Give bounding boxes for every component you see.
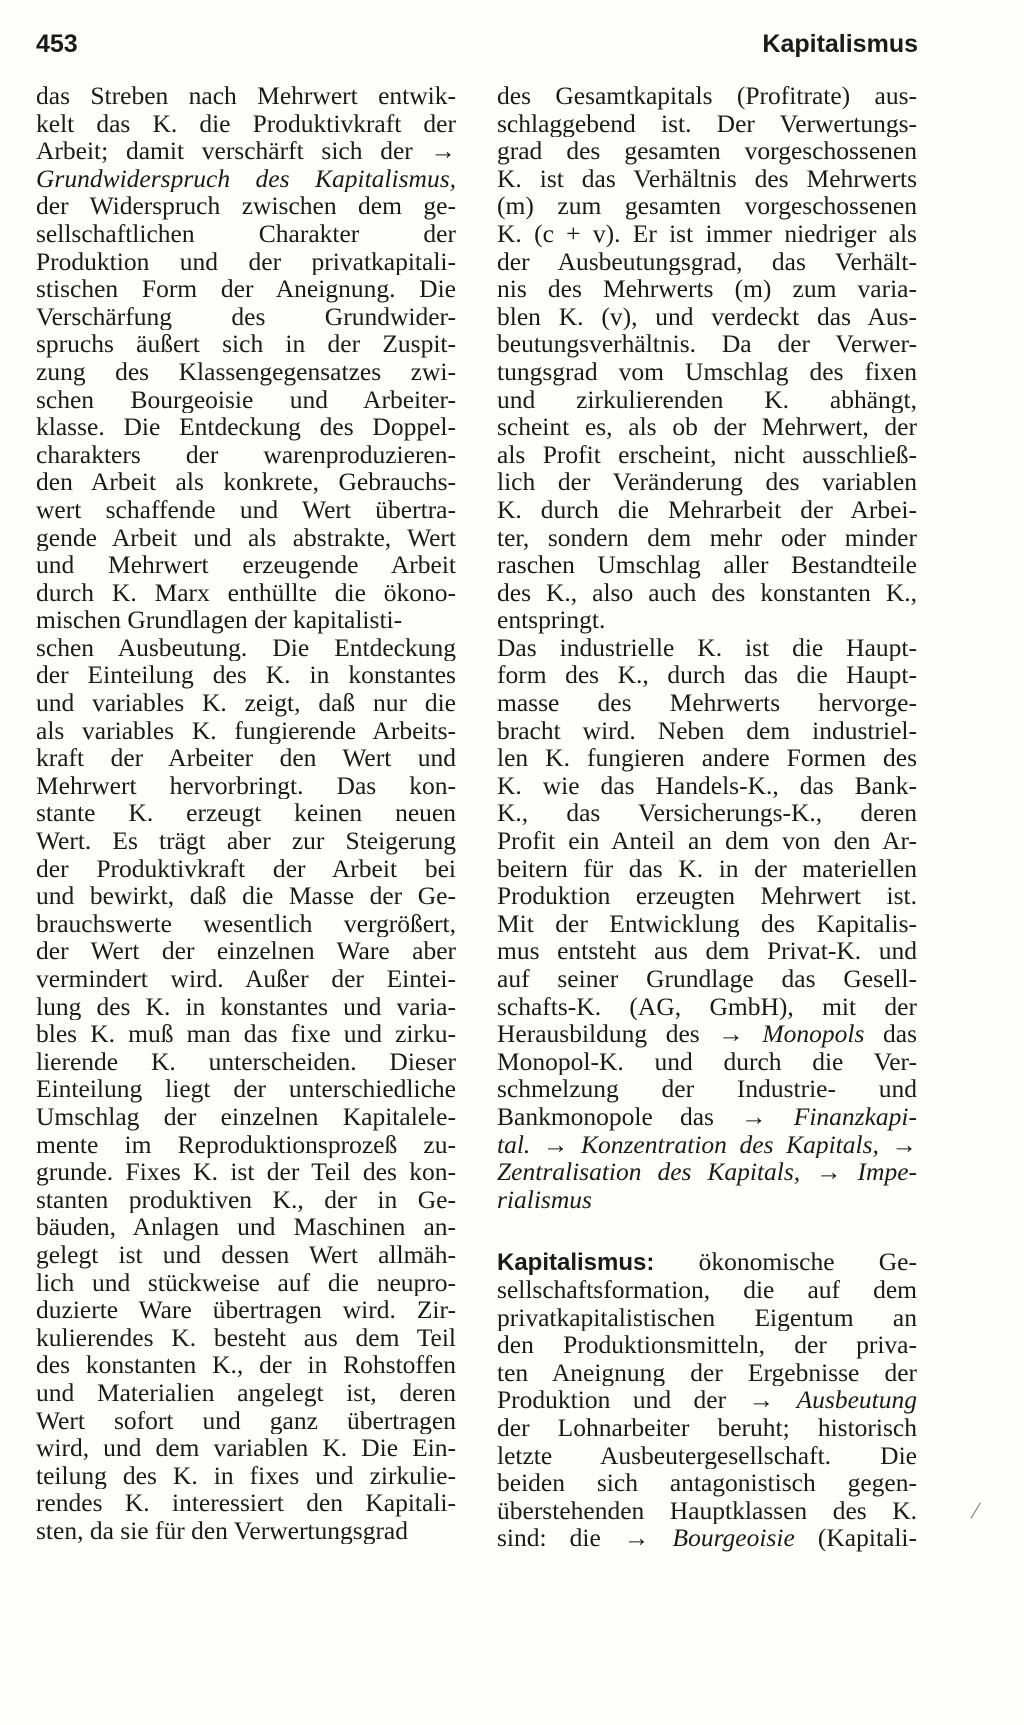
text-segment: spruchs äußert sich in der Zuspit-	[36, 330, 456, 358]
text-segment: der Ausbeutungsgrad, das Verhält-	[497, 247, 917, 276]
text-line	[36, 496, 456, 524]
text-segment: Wert sofort und ganz übertragen	[36, 1406, 456, 1435]
text-segment: schafts-K. (AG, GmbH), mit der	[497, 992, 917, 1021]
text-line	[36, 1103, 456, 1131]
text-line	[36, 1407, 456, 1435]
text-segment: lich und stückweise auf die neupro-	[36, 1268, 456, 1297]
text-line	[36, 993, 456, 1021]
text-line	[36, 689, 456, 717]
text-segment: auf seiner Grundlage das Gesell-	[497, 965, 917, 993]
text-line	[497, 1359, 917, 1387]
text-segment: Grundwiderspruch des Kapitalismus,	[36, 164, 456, 193]
text-segment: schen Ausbeutung. Die Entdeckung	[36, 633, 456, 662]
text-line	[497, 1048, 917, 1076]
text-line	[36, 1131, 456, 1159]
text-line	[497, 192, 917, 220]
text-line	[36, 1020, 456, 1048]
text-line	[36, 413, 456, 441]
text-line	[36, 744, 456, 772]
text-segment: Monopols	[762, 1020, 865, 1048]
text-line	[497, 1304, 917, 1332]
text-line	[36, 579, 456, 607]
text-segment: Profit ein Anteil an dem von den Ar-	[497, 827, 917, 855]
text-line	[36, 1186, 456, 1214]
text-segment: →	[800, 1158, 858, 1186]
text-segment: len K. fungieren andere Formen des	[497, 744, 917, 772]
text-segment: wird, und dem variablen K. Die Ein-	[36, 1434, 456, 1462]
text-line	[497, 1442, 917, 1470]
text-line	[497, 661, 917, 689]
text-line	[497, 275, 917, 303]
text-line	[36, 910, 456, 938]
text-line	[36, 1434, 456, 1462]
text-segment: lierende K. unterscheiden. Dieser	[36, 1047, 456, 1076]
text-segment: des konstanten K., der in Rohstoffen	[36, 1351, 456, 1379]
text-segment: der Lohnarbeiter beruht; historisch	[497, 1413, 917, 1442]
text-segment: kulierendes K. besteht aus dem Teil	[36, 1323, 456, 1352]
text-segment: tal.	[497, 1130, 531, 1159]
text-line	[497, 386, 917, 414]
text-segment: raschen Umschlag aller Bestandteile	[497, 551, 917, 579]
text-segment: bäuden, Anlagen und Maschinen an-	[36, 1213, 456, 1241]
text-segment: und Mehrwert erzeugende Arbeit	[36, 551, 456, 579]
text-line	[497, 220, 917, 248]
text-segment: wert schaffende und Wert übertra-	[36, 495, 456, 524]
text-segment: rialismus	[497, 1185, 592, 1214]
text-line	[36, 1075, 456, 1103]
text-segment: ökonomische Ge-	[654, 1248, 917, 1276]
text-line	[36, 1241, 456, 1269]
text-line	[497, 689, 917, 717]
text-segment: Monopol-K. und durch die Ver-	[497, 1047, 917, 1076]
text-line	[497, 137, 917, 165]
text-segment: Wert. Es trägt aber zur Steigerung	[36, 827, 456, 855]
text-segment: Herausbildung des →	[497, 1020, 763, 1048]
text-segment: K. ist das Verhältnis des Mehrwerts	[497, 164, 917, 193]
text-segment: Impe-	[857, 1158, 917, 1186]
text-segment: sten, da sie für den Verwertungsgrad	[36, 1516, 409, 1545]
text-segment: teilung des K. in fixes und zirkulie-	[36, 1461, 456, 1490]
text-line	[36, 551, 456, 579]
text-line	[36, 468, 456, 496]
text-segment: brauchswerte wesentlich vergrößert,	[36, 909, 456, 938]
text-line	[497, 82, 917, 110]
text-segment: der Produktivkraft der Arbeit bei	[36, 854, 456, 883]
text-segment: der Wert der einzelnen Ware aber	[36, 937, 456, 965]
text-segment: klasse. Die Entdeckung des Doppel-	[36, 413, 456, 441]
text-line	[497, 1158, 917, 1186]
text-segment: grad des gesamten vorgeschossenen	[497, 137, 917, 165]
text-segment: das	[864, 1020, 917, 1048]
text-segment: sellschaftlichen Charakter der	[36, 219, 456, 248]
text-line	[497, 717, 917, 745]
text-line	[497, 1386, 917, 1414]
text-segment: K. wie das Handels-K., das Bank-	[497, 771, 917, 800]
text-line	[36, 1462, 456, 1490]
text-segment: Ausbeutung	[796, 1386, 917, 1414]
text-line	[497, 1213, 917, 1248]
text-line	[497, 1248, 917, 1276]
text-line	[36, 1158, 456, 1186]
entry-headword: Kapitalismus:	[497, 1249, 655, 1276]
text-segment: des K., also auch des konstanten K.,	[497, 578, 917, 607]
text-segment: Zentralisation des Kapitals,	[497, 1158, 801, 1186]
text-line	[36, 882, 456, 910]
text-line	[497, 772, 917, 800]
text-line	[36, 330, 456, 358]
left-column	[36, 82, 456, 1544]
text-line	[36, 386, 456, 414]
text-line	[36, 1379, 456, 1407]
text-line	[36, 524, 456, 552]
text-segment: Umschlag der einzelnen Kapitalele-	[36, 1102, 456, 1131]
text-segment: sind: die →	[497, 1524, 673, 1552]
text-segment: gelegt ist und dessen Wert allmäh-	[36, 1240, 456, 1269]
text-segment: rendes K. interessiert den Kapitali-	[36, 1489, 456, 1517]
text-line	[497, 1075, 917, 1103]
text-segment: letzte Ausbeutergesellschaft. Die	[497, 1441, 917, 1470]
text-line	[36, 441, 456, 469]
text-line	[36, 1324, 456, 1352]
text-line	[497, 1414, 917, 1442]
text-segment: als variables K. fungierende Arbeits-	[36, 716, 456, 745]
text-segment: privatkapitalistischen Eigentum an	[497, 1303, 917, 1332]
text-segment: Das industrielle K. ist die Haupt-	[497, 633, 917, 662]
text-line	[497, 413, 917, 441]
text-segment: als Profit erscheint, nicht ausschließ-	[497, 440, 917, 469]
text-segment: mente im Reproduktionsprozeß zu-	[36, 1130, 456, 1159]
text-line	[497, 303, 917, 331]
text-line	[36, 661, 456, 689]
text-segment: masse des Mehrwerts hervorge-	[497, 689, 917, 717]
text-segment: Einteilung liegt der unterschiedliche	[36, 1075, 456, 1103]
text-segment: mischen Grundlagen der kapitalisti-	[36, 606, 403, 634]
text-line	[36, 1517, 456, 1545]
text-line	[36, 965, 456, 993]
text-segment: schmelzung der Industrie- und	[497, 1075, 917, 1103]
text-line	[497, 1497, 917, 1525]
text-line	[36, 248, 456, 276]
running-head: Kapitalismus	[762, 30, 918, 58]
page-header	[36, 30, 918, 64]
text-line	[36, 220, 456, 248]
text-segment: duzierte Ware übertragen wird. Zir-	[36, 1296, 456, 1324]
text-line	[497, 1524, 917, 1552]
text-line	[36, 82, 456, 110]
page-number: 453	[36, 30, 78, 58]
text-segment: lung des K. in konstantes und varia-	[36, 992, 456, 1021]
text-segment: tungsgrad vom Umschlag des fixen	[497, 357, 917, 386]
text-segment: Produktion erzeugten Mehrwert ist.	[497, 882, 917, 910]
text-line	[36, 1489, 456, 1517]
text-line	[36, 192, 456, 220]
text-segment: Konzentration des Kapitals,	[580, 1130, 879, 1159]
text-line	[497, 1020, 917, 1048]
text-line	[36, 634, 456, 662]
text-segment: nis des Mehrwerts (m) zum varia-	[497, 275, 917, 303]
text-line	[36, 1351, 456, 1379]
text-line	[36, 606, 456, 634]
text-line	[497, 551, 917, 579]
text-segment: beiden sich antagonistisch gegen-	[497, 1469, 917, 1497]
text-segment: Produktion und der privatkapitali-	[36, 247, 456, 276]
text-line	[497, 910, 917, 938]
text-segment: und variables K. zeigt, daß nur die	[36, 689, 456, 717]
text-line	[36, 1213, 456, 1241]
text-segment: K. durch die Mehrarbeit der Arbei-	[497, 495, 917, 524]
text-segment: blen K. (v), und verdeckt das Aus-	[497, 302, 917, 331]
text-line	[36, 717, 456, 745]
text-segment: kelt das K. die Produktivkraft der	[36, 109, 456, 138]
text-segment: den Produktionsmitteln, der priva-	[497, 1331, 917, 1359]
text-line	[497, 165, 917, 193]
text-segment: charakters der warenproduzieren-	[36, 440, 456, 469]
text-segment: des Gesamtkapitals (Profitrate) aus-	[497, 82, 917, 110]
text-segment: stischen Form der Aneignung. Die	[36, 275, 456, 303]
text-segment: gende Arbeit und als abstrakte, Wert	[36, 523, 456, 552]
text-segment: kraft der Arbeiter den Wert und	[36, 744, 456, 772]
text-line	[36, 303, 456, 331]
text-segment: stanten produktiven K., der in Ge-	[36, 1185, 456, 1214]
text-segment: der Widerspruch zwischen dem ge-	[36, 192, 456, 220]
text-segment: und Materialien angelegt ist, deren	[36, 1378, 456, 1407]
text-line	[36, 358, 456, 386]
margin-pencil-mark: /	[969, 1495, 983, 1526]
text-segment: beutungsverhältnis. Da der Verwer-	[497, 330, 917, 358]
text-segment: vermindert wird. Außer der Eintei-	[36, 965, 456, 993]
text-segment: überstehenden Hauptklassen des K.	[497, 1496, 917, 1525]
text-line	[36, 799, 456, 827]
text-line	[497, 855, 917, 883]
text-line	[36, 1296, 456, 1324]
text-segment: ten Aneignung der Ergebnisse der	[497, 1358, 917, 1387]
text-segment: bles K. muß man das fixe und zirku-	[36, 1020, 456, 1048]
text-segment: stante K. erzeugt keinen neuen	[36, 799, 456, 828]
text-segment: schlaggebend ist. Der Verwertungs-	[497, 109, 917, 138]
text-line	[36, 1269, 456, 1297]
text-line	[497, 524, 917, 552]
text-line	[497, 1186, 917, 1214]
text-segment: sellschaftsformation, die auf dem	[497, 1275, 917, 1304]
text-segment: form des K., durch das die Haupt-	[497, 661, 917, 690]
text-segment: Bankmonopole das →	[497, 1102, 794, 1131]
text-line	[36, 137, 456, 165]
right-column	[497, 82, 917, 1552]
text-segment: Arbeit; damit verschärft sich der →	[36, 137, 456, 165]
text-line	[497, 1331, 917, 1359]
text-segment: K. (c + v). Er ist immer niedriger als	[497, 219, 917, 248]
text-segment: (m) zum gesamten vorgeschossenen	[497, 192, 917, 220]
text-segment: grunde. Fixes K. ist der Teil des kon-	[36, 1158, 456, 1186]
text-line	[497, 579, 917, 607]
text-segment: durch K. Marx enthüllte die ökono-	[36, 578, 456, 607]
text-line	[497, 330, 917, 358]
text-line	[497, 937, 917, 965]
text-line	[36, 772, 456, 800]
text-segment: und bewirkt, daß die Masse der Ge-	[36, 882, 456, 910]
text-line	[497, 827, 917, 855]
text-segment: den Arbeit als konkrete, Gebrauchs-	[36, 468, 456, 496]
text-segment: Finanzkapi-	[793, 1102, 917, 1131]
text-segment: →	[530, 1130, 581, 1159]
text-line	[497, 1276, 917, 1304]
text-segment: K., das Versicherungs-K., deren	[497, 799, 917, 828]
text-line	[497, 1469, 917, 1497]
text-segment: entspringt.	[497, 606, 606, 634]
text-segment: ter, sondern dem mehr oder minder	[497, 523, 917, 552]
text-line	[497, 634, 917, 662]
text-line	[497, 110, 917, 138]
text-segment: zung des Klassengegensatzes zwi-	[36, 357, 456, 386]
text-line	[497, 496, 917, 524]
text-line	[497, 1103, 917, 1131]
text-segment: Bourgeoisie	[672, 1524, 795, 1552]
text-segment: Verschärfung des Grundwider-	[36, 302, 456, 331]
text-segment: schen Bourgeoisie und Arbeiter-	[36, 385, 456, 414]
text-line	[497, 358, 917, 386]
text-segment: beitern für das K. in der materiellen	[497, 854, 917, 883]
text-line	[497, 965, 917, 993]
text-segment: bracht wird. Neben dem industriel-	[497, 716, 917, 745]
text-line	[497, 882, 917, 910]
text-segment: Mehrwert hervorbringt. Das kon-	[36, 771, 456, 800]
text-segment: Produktion und der →	[497, 1386, 797, 1414]
text-segment: und zirkulierenden K. abhängt,	[497, 385, 917, 414]
text-segment: scheint es, als ob der Mehrwert, der	[497, 413, 917, 441]
text-line	[36, 1048, 456, 1076]
text-segment: mus entsteht aus dem Privat-K. und	[497, 937, 917, 965]
text-segment: →	[878, 1130, 917, 1159]
text-line	[497, 744, 917, 772]
text-line	[497, 1131, 917, 1159]
text-line	[36, 937, 456, 965]
text-line	[497, 441, 917, 469]
text-segment: Mit der Entwicklung des Kapitalis-	[497, 909, 917, 938]
text-line	[36, 110, 456, 138]
text-segment: lich der Veränderung des variablen	[497, 468, 917, 496]
text-line	[36, 275, 456, 303]
text-line	[497, 468, 917, 496]
text-line	[36, 855, 456, 883]
text-segment: das Streben nach Mehrwert entwik-	[36, 82, 456, 110]
text-line	[36, 165, 456, 193]
text-line	[497, 606, 917, 634]
text-segment: der Einteilung des K. in konstantes	[36, 661, 456, 690]
text-line	[36, 827, 456, 855]
text-line	[497, 248, 917, 276]
text-line	[497, 799, 917, 827]
text-segment: (Kapitali-	[794, 1524, 917, 1552]
text-line	[497, 993, 917, 1021]
